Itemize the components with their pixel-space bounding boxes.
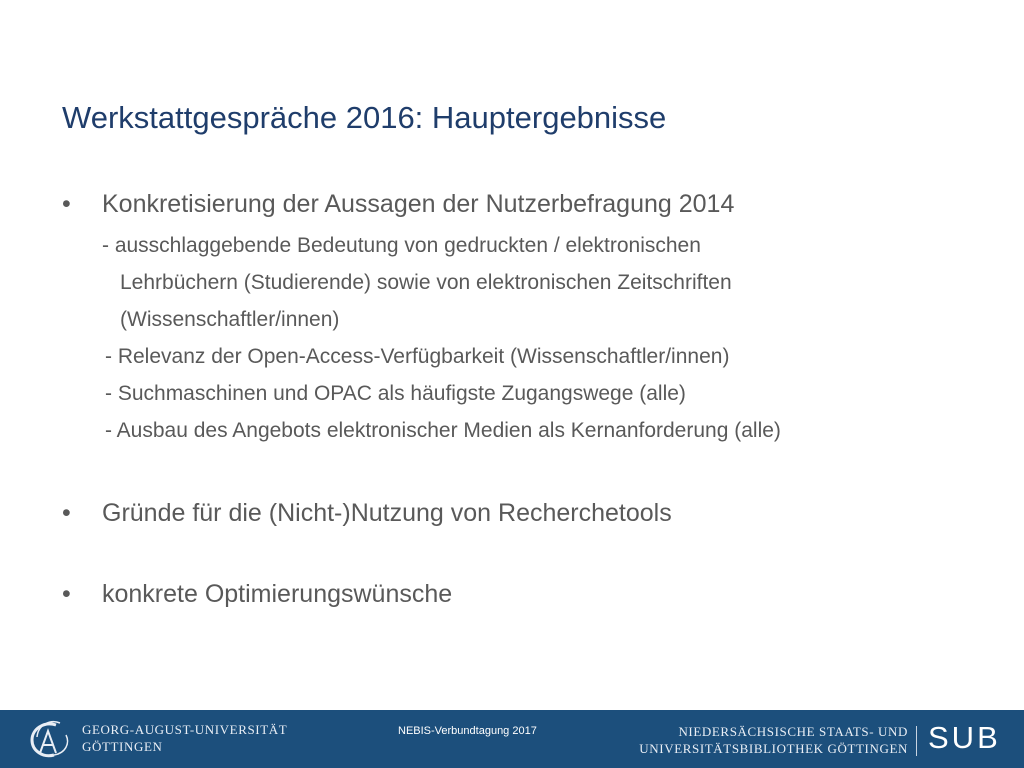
footer-bar xyxy=(0,710,1024,768)
sub-point-line: - Suchmaschinen und OPAC als häufigste Zugangswege (alle) xyxy=(105,382,686,405)
university-name-line: GEORG-AUGUST-UNIVERSITÄT xyxy=(82,722,288,737)
library-name-line: UNIVERSITÄTSBIBLIOTHEK GÖTTINGEN xyxy=(639,741,908,756)
library-name-line: NIEDERSÄCHSISCHE STAATS- UND xyxy=(678,724,908,739)
bullet-marker: • xyxy=(62,580,71,608)
bullet-marker: • xyxy=(62,190,71,218)
bullet-marker: • xyxy=(62,499,71,527)
slide-title: Werkstattgespräche 2016: Hauptergebnisse xyxy=(62,100,667,135)
conference-label: NEBIS-Verbundtagung 2017 xyxy=(398,725,537,737)
university-name-line: GÖTTINGEN xyxy=(82,739,163,754)
sub-point-line: Lehrbüchern (Studierende) sowie von elektronischen Zeitschriften xyxy=(120,271,732,294)
bullet-text: Konkretisierung der Aussagen der Nutzerbefragung 2014 xyxy=(102,190,735,218)
sub-point-line: - ausschlaggebende Bedeutung von gedruckten / elektronischen xyxy=(102,234,701,257)
sub-point-line: (Wissenschaftler/innen) xyxy=(120,308,340,331)
footer-divider xyxy=(916,726,917,756)
university-seal-icon xyxy=(26,719,74,761)
sub-point-line: - Ausbau des Angebots elektronischer Medien als Kernanforderung (alle) xyxy=(105,419,781,442)
bullet-text: konkrete Optimierungswünsche xyxy=(102,580,453,608)
sub-point-line: - Relevanz der Open-Access-Verfügbarkeit (Wissenschaftler/innen) xyxy=(105,345,730,368)
bullet-text: Gründe für die (Nicht-)Nutzung von Recherchetools xyxy=(102,499,672,527)
sub-logo: SUB xyxy=(928,720,1001,755)
